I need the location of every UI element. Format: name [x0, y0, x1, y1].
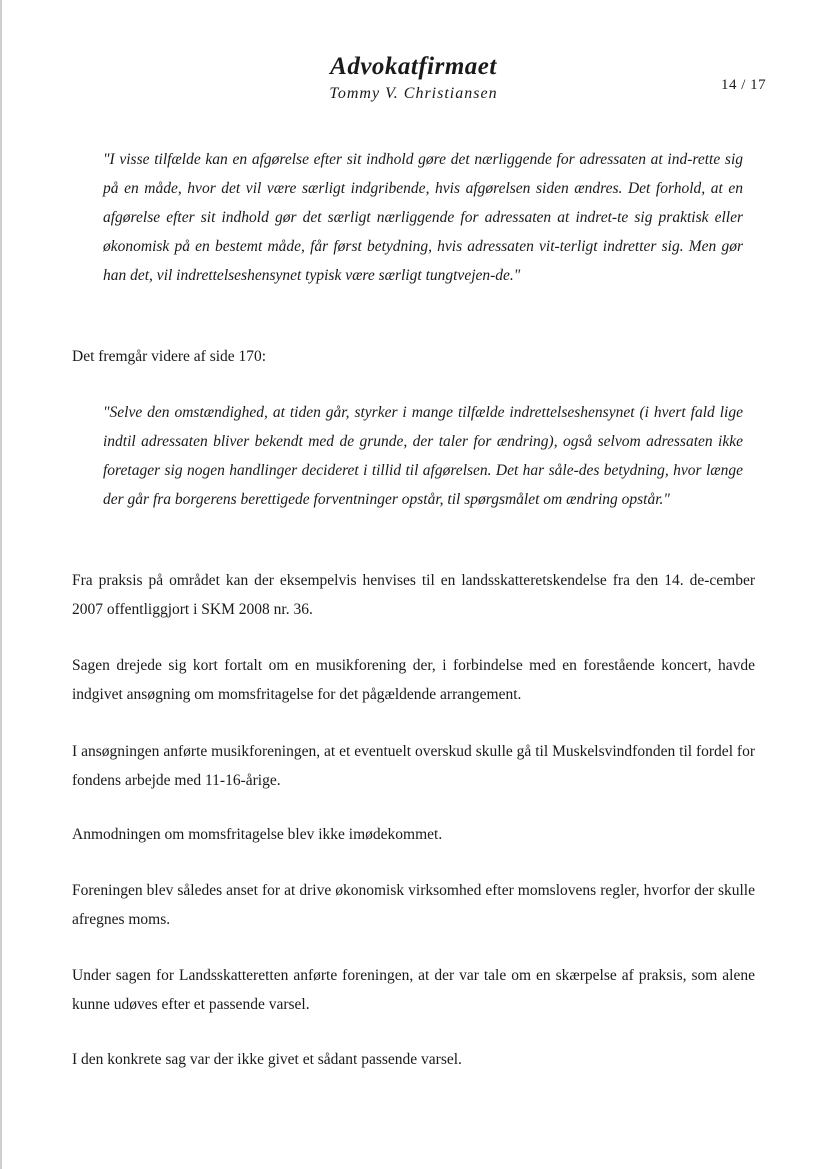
page-number: 14 / 17	[721, 77, 767, 93]
firm-owner: Tommy V. Christiansen	[329, 85, 498, 102]
body-paragraph: Sagen drejede sig kort fortalt om en musikforening der, i forbindelse med en forestående koncert, havde indgivet ansøgning om momsfritagelse for det pågældende arrangement.	[72, 657, 755, 703]
block-quote-2: "Selve den omstændighed, at tiden går, styrker i mange tilfælde indrettelseshensynet (i hvert fald lige indtil adressaten bliver bekendt med de grunde, der taler for ændring), også selvom adressaten ikke foretager sig nogen handlinger decideret i tillid til afgørelsen. Det har såle-des betydning, hvor længe der går fra borgerens berettigede forventninger opstår, til spørgsmålet om ændring opstår."	[103, 404, 743, 508]
body-paragraph: I ansøgningen anførte musikforeningen, at et eventuelt overskud skulle gå til Muskelsvindfonden til fordel for fondens arbejde med 11-16-årige.	[72, 743, 755, 789]
body-paragraph: Fra praksis på området kan der eksempelvis henvises til en landsskatteretskendelse fra den 14. de-cember 2007 offentliggjort i SKM 2008 nr. 36.	[72, 572, 755, 618]
intro-paragraph: Det fremgår videre af side 170:	[72, 348, 267, 365]
body-paragraph: Under sagen for Landsskatteretten anførte foreningen, at der var tale om en skærpelse af praksis, som alene kunne udøves efter et passende varsel.	[72, 967, 755, 1013]
body-paragraph: Foreningen blev således anset for at drive økonomisk virksomhed efter momslovens regler, hvorfor der skulle afregnes moms.	[72, 882, 755, 928]
body-paragraph: I den konkrete sag var der ikke givet et sådant passende varsel.	[72, 1051, 462, 1068]
firm-name: Advokatfirmaet	[330, 53, 497, 80]
letterhead	[0, 52, 827, 104]
page-edge	[0, 0, 2, 1169]
body-paragraph: Anmodningen om momsfritagelse blev ikke imødekommet.	[72, 826, 443, 843]
block-quote-1: "I visse tilfælde kan en afgørelse efter sit indhold gøre det nærliggende for adressaten at ind-rette sig på en måde, hvor det vil være særligt indgribende, hvis afgørelsen siden ændres. Det forhold, at en afgørelse efter sit indhold gør det særligt nærliggende for adressaten at indret-te sig praktisk eller økonomisk på en bestemt måde, får først betydning, hvis adressaten vit-terligt indretter sig. Men gør han det, vil indrettelseshensynet typisk være særligt tungtvejen-de."	[103, 151, 743, 284]
